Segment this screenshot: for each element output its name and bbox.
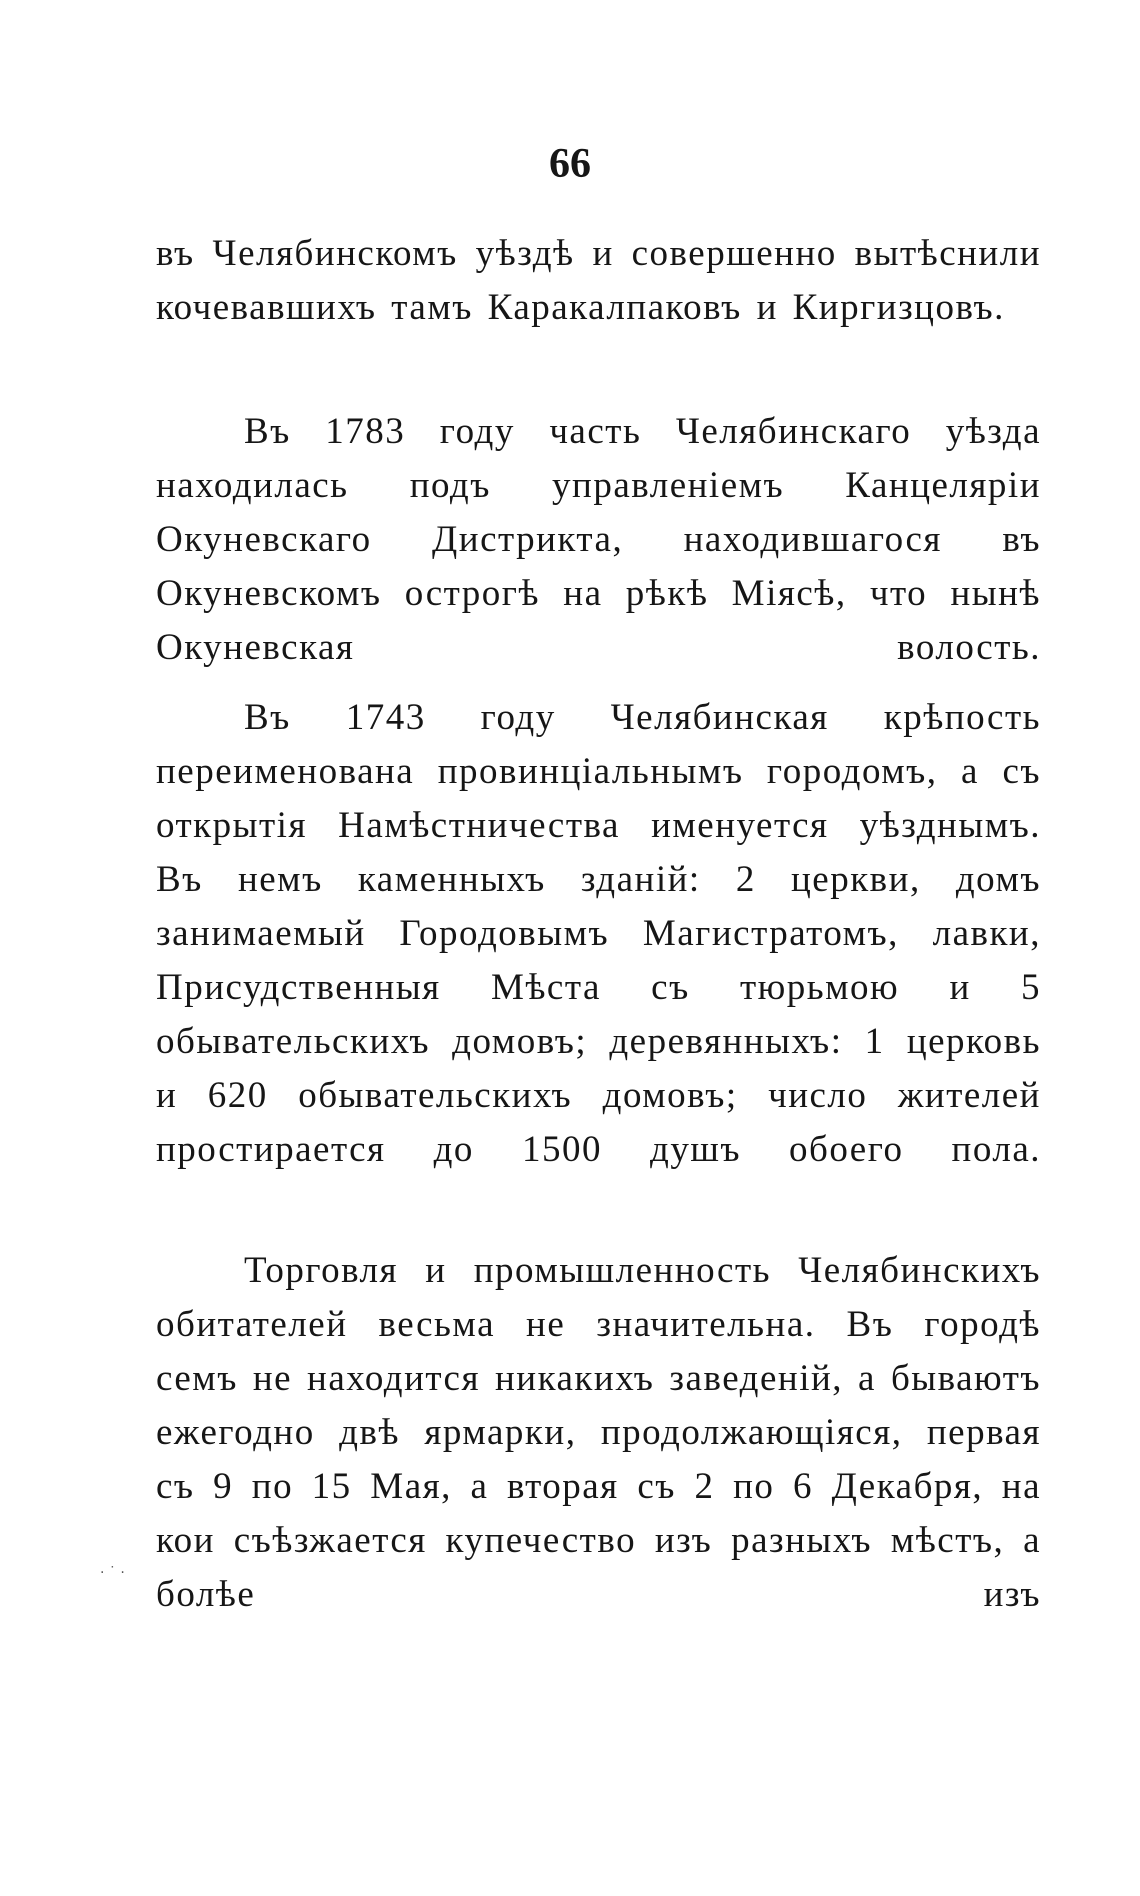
paragraph-continuation: въ Челябинскомъ уѣздѣ и совершенно вытѣснили кочевавшихъ тамъ Каракалпаковъ и Киргизцовъ. <box>156 233 1041 328</box>
paragraph-okunevo-district: Въ 1783 году часть Челябинскаго уѣзда находилась подъ управленіемъ Канцеляріи Окуневскаго Дистрикта, находившагося въ Окуневскомъ острогѣ на рѣкѣ Міясѣ, что нынѣ Окуневская волость. <box>156 411 1041 668</box>
page-number: 66 <box>549 141 591 187</box>
print-specks-decoration: · ˙ · <box>100 1565 125 1581</box>
paragraph-fortress-renamed: Въ 1743 году Челябинская крѣпость переименована провинціальнымъ городомъ, а съ открытія Намѣстничества именуется уѣзднымъ. Въ немъ каменныхъ зданій: 2 церкви, домъ занимаемый Городовымъ Магистратомъ, лавки, Присудственныя Мѣста съ тюрьмою и 5 обывательскихъ домовъ; деревянныхъ: 1 церковь и 620 обывательскихъ домовъ; число жителей простирается до 1500 душъ обоего пола. <box>156 697 1041 1170</box>
paragraph-trade-industry: Торговля и промышленность Челябинскихъ обитателей весьма не значительна. Въ городѣ семъ не находится никакихъ заведеній, а бываютъ ежегодно двѣ ярмарки, продолжающіяся, первая съ 9 по 15 Мая, а вторая съ 2 по 6 Декабря, на кои съѣзжается купечество изъ разныхъ мѣстъ, а болѣе изъ <box>156 1250 1041 1615</box>
